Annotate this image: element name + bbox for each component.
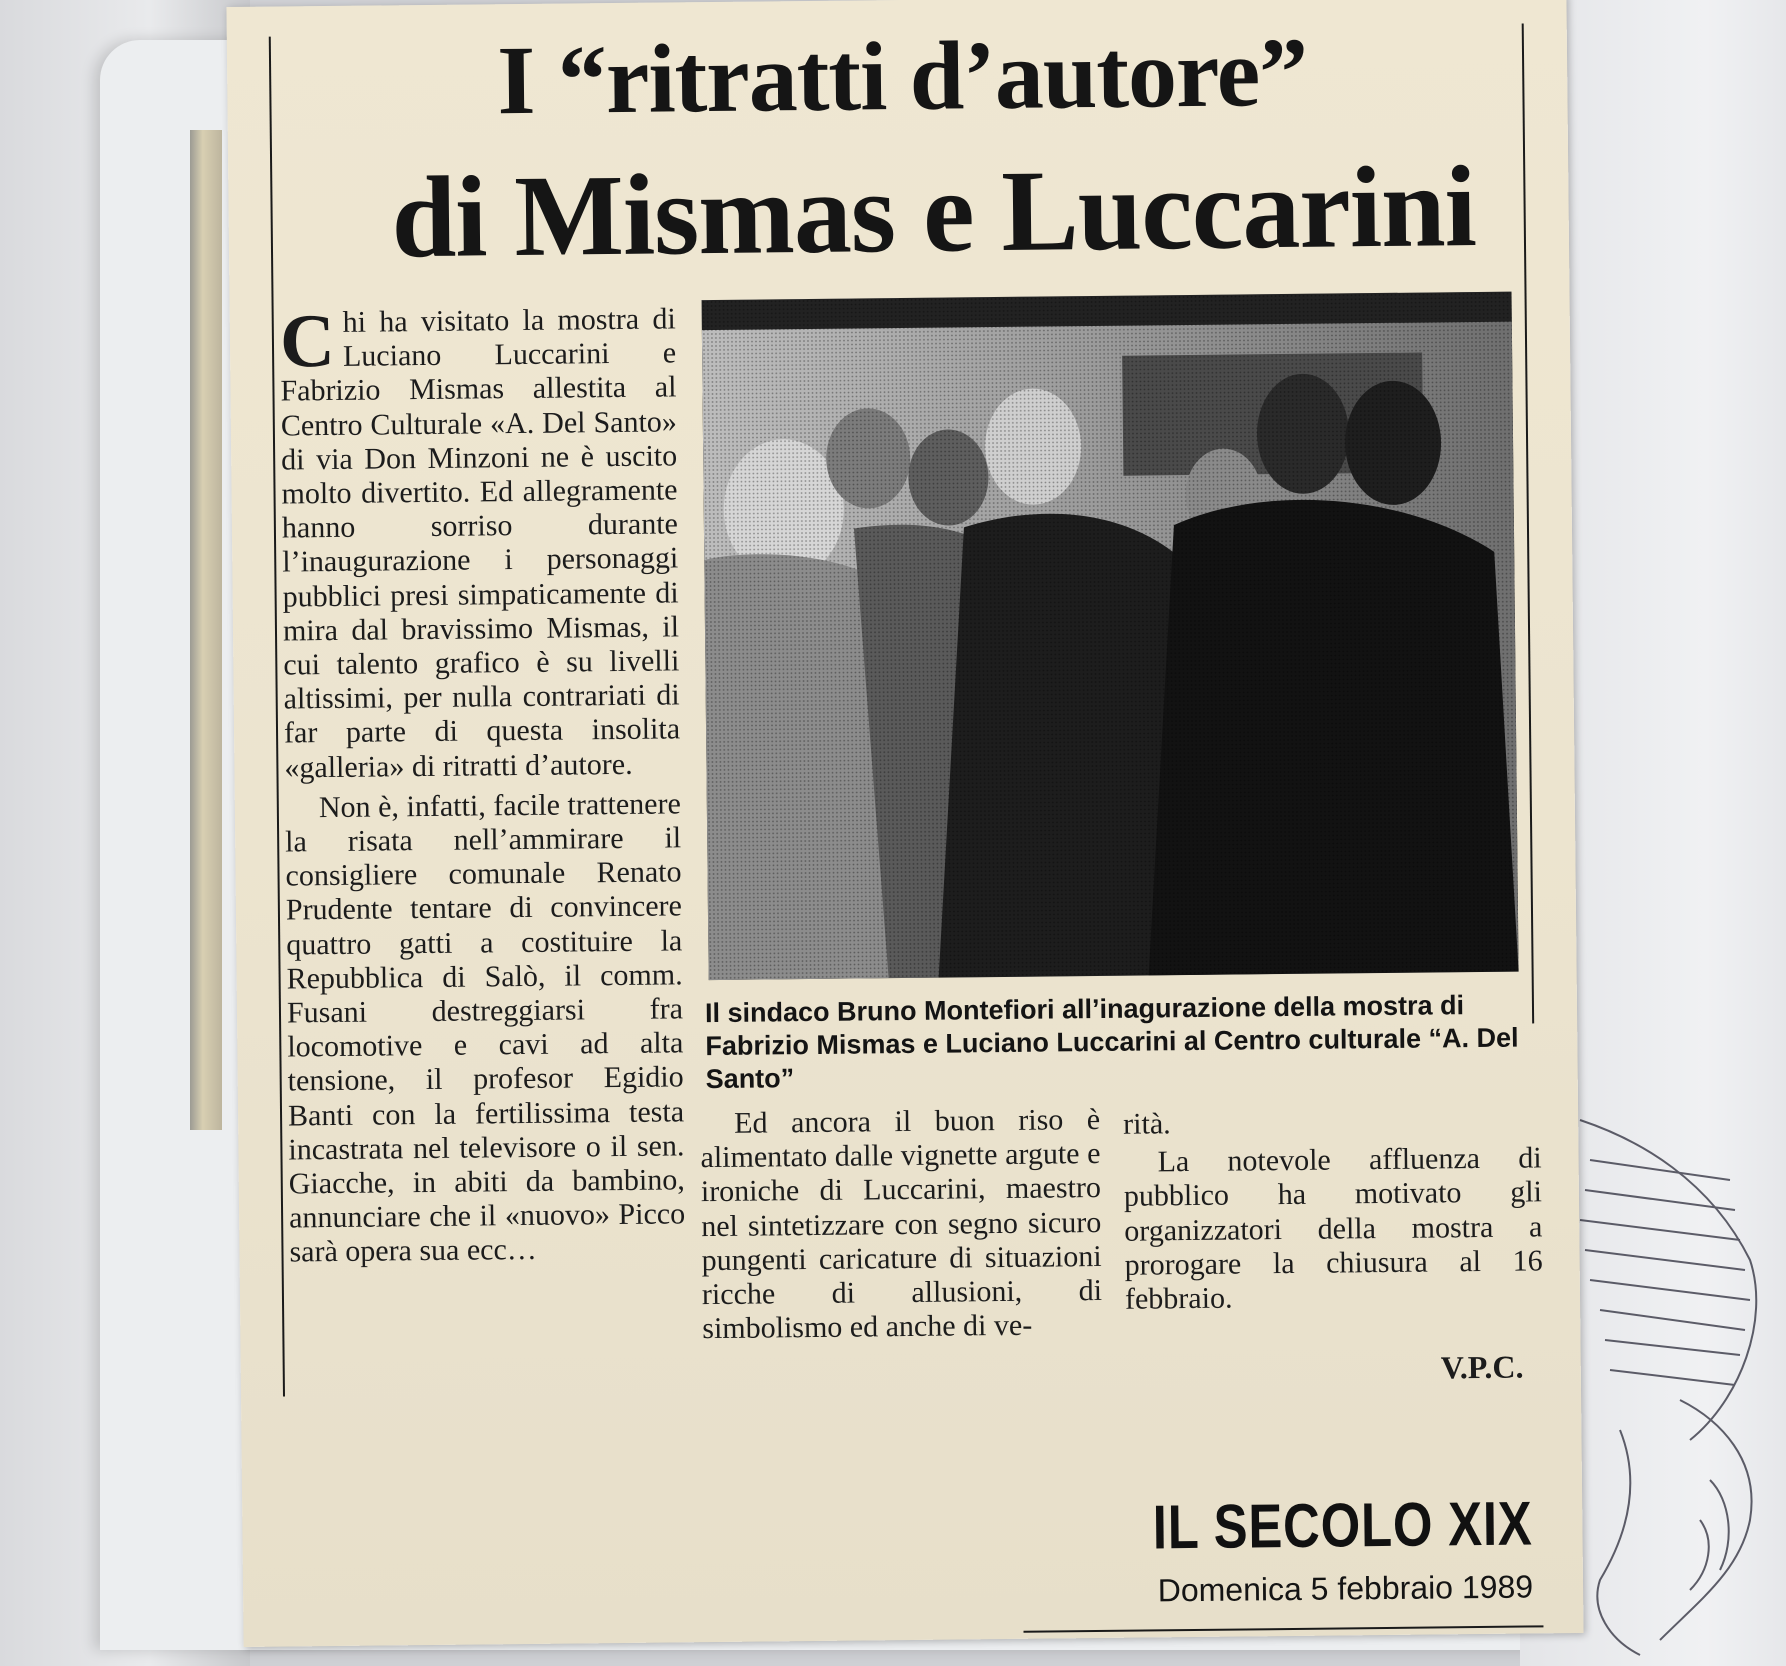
news-photo <box>702 292 1519 980</box>
pen-sketch-drawing <box>1560 1100 1780 1660</box>
publication-date: Domenica 5 febbraio 1989 <box>1157 1568 1534 1609</box>
album-binding-strip <box>190 130 222 1130</box>
article-column-3 <box>1123 1103 1543 1317</box>
photo-caption: Il sindaco Bruno Montefiori all’inagurazione della mostra di Fabrizio Mismas e Luciano Luccarini al Centro culturale “A. Del Santo” <box>704 990 1519 1095</box>
paragraph: La notevole affluenza di pubblico ha motivato gli organizzatori della mostra a prorogare la chiusura al 16 febbraio. <box>1123 1141 1543 1316</box>
paragraph-text: hi ha visitato la mostra di Luciano Luccarini e Fabrizio Mismas allestita al Centro Culturale «A. Del Santo» di via Don Minzoni ne è uscito molto divertito. Ed allegramente hanno sorriso durante l’inaugurazione i personaggi pubblici presi simpaticamente di mira dal bravissimo Mismas, il cui talento grafico è su livelli altissimi, per nulla contrariati di far parte di questa insolita «galleria» di ritratti d’autore. <box>280 302 681 785</box>
headline-line-1: I “ritratti d’autore” <box>496 18 1308 136</box>
source-box <box>1031 1433 1533 1628</box>
headline-line-2: di Mismas e Luccarini <box>390 142 1477 283</box>
left-border-rule <box>269 37 285 1397</box>
article-column-1 <box>279 298 686 1270</box>
paragraph: rità. <box>1123 1107 1171 1141</box>
photo-image <box>702 292 1519 980</box>
paragraph: Non è, infatti, facile trattenere la risata nell’ammirare il consigliere comunale Renato Prudente tentare di convincere quattro gatti a costituire la Repubblica di Salò, il comm. Fusani destreggiarsi fra locomotive e cavi ad alta tensione, il profesor Egidio Banti con la fertilissima testa incastrata nel televisore o il sen. Giacche, in abiti da bambino, annunciare che il «nuovo» Picco sarà opera sua ecc… <box>285 787 686 1269</box>
drop-cap: C <box>279 298 336 384</box>
newspaper-masthead: IL SECOLO XIX <box>1152 1489 1533 1563</box>
article-column-2 <box>700 1103 1102 1347</box>
byline: V.P.C. <box>1440 1348 1524 1386</box>
paragraph <box>279 298 681 785</box>
newspaper-clipping <box>226 0 1583 1647</box>
paragraph: Ed ancora il buon riso è alimentato dalle vignette argute e ironiche di Luccarini, maestro nel sintetizzare con segno sicuro pungenti caricature di situazioni ricche di allusioni, di simbolismo ed anche di ve- <box>700 1102 1103 1346</box>
